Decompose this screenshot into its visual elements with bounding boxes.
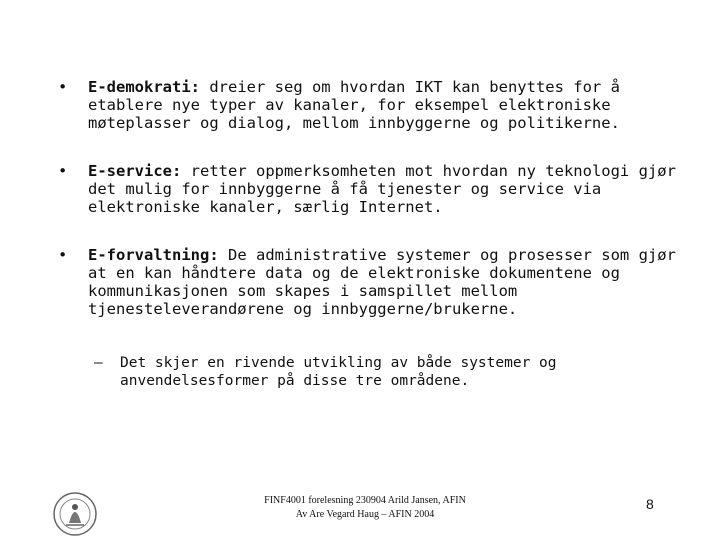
bullet-dot: • xyxy=(58,78,68,96)
page-number: 8 xyxy=(646,496,654,512)
footer-line-2: Av Are Vegard Haug – AFIN 2004 xyxy=(295,509,435,520)
dash-bullet: – xyxy=(94,355,103,371)
sub-bullet-text: Det skjer en rivende utvikling av både systemer og anvendelsesformer på disse tre områdene. xyxy=(120,355,557,389)
footer-caption xyxy=(240,494,490,522)
footer-line-1: FINF4001 forelesning 230904 Arild Jansen, AFIN xyxy=(264,495,466,506)
bullet-term: E-demokrati: xyxy=(88,78,200,96)
bullet-dot: • xyxy=(58,246,68,264)
bullet-text: De administrative systemer og prosesser som gjør at en kan håndtere data og de elektroniske dokumentene og kommunikasjonen som skapes i samspillet mellom tjenesteleverandørene og innbyggerne/brukerne. xyxy=(88,246,676,318)
bullet-list xyxy=(58,78,698,348)
bullet-text: dreier seg om hvordan IKT kan benyttes for å etablere nye typer av kanaler, for eksempel elektroniske møteplasser og dialog, mellom innbyggerne og politikerne. xyxy=(88,78,620,132)
bullet-term: E-service: xyxy=(88,162,182,180)
bullet-dot: • xyxy=(58,162,68,180)
bullet-e-forvaltning xyxy=(58,246,698,318)
sub-bullet xyxy=(94,354,680,390)
bullet-e-demokrati xyxy=(58,78,698,132)
university-seal-icon xyxy=(52,491,98,537)
bullet-e-service xyxy=(58,162,698,216)
bullet-text: retter oppmerksomheten mot hvordan ny teknologi gjør det mulig for innbyggerne å få tjenester og service via elektroniske kanaler, særlig Internet. xyxy=(88,162,676,216)
bullet-term: E-forvaltning: xyxy=(88,246,219,264)
